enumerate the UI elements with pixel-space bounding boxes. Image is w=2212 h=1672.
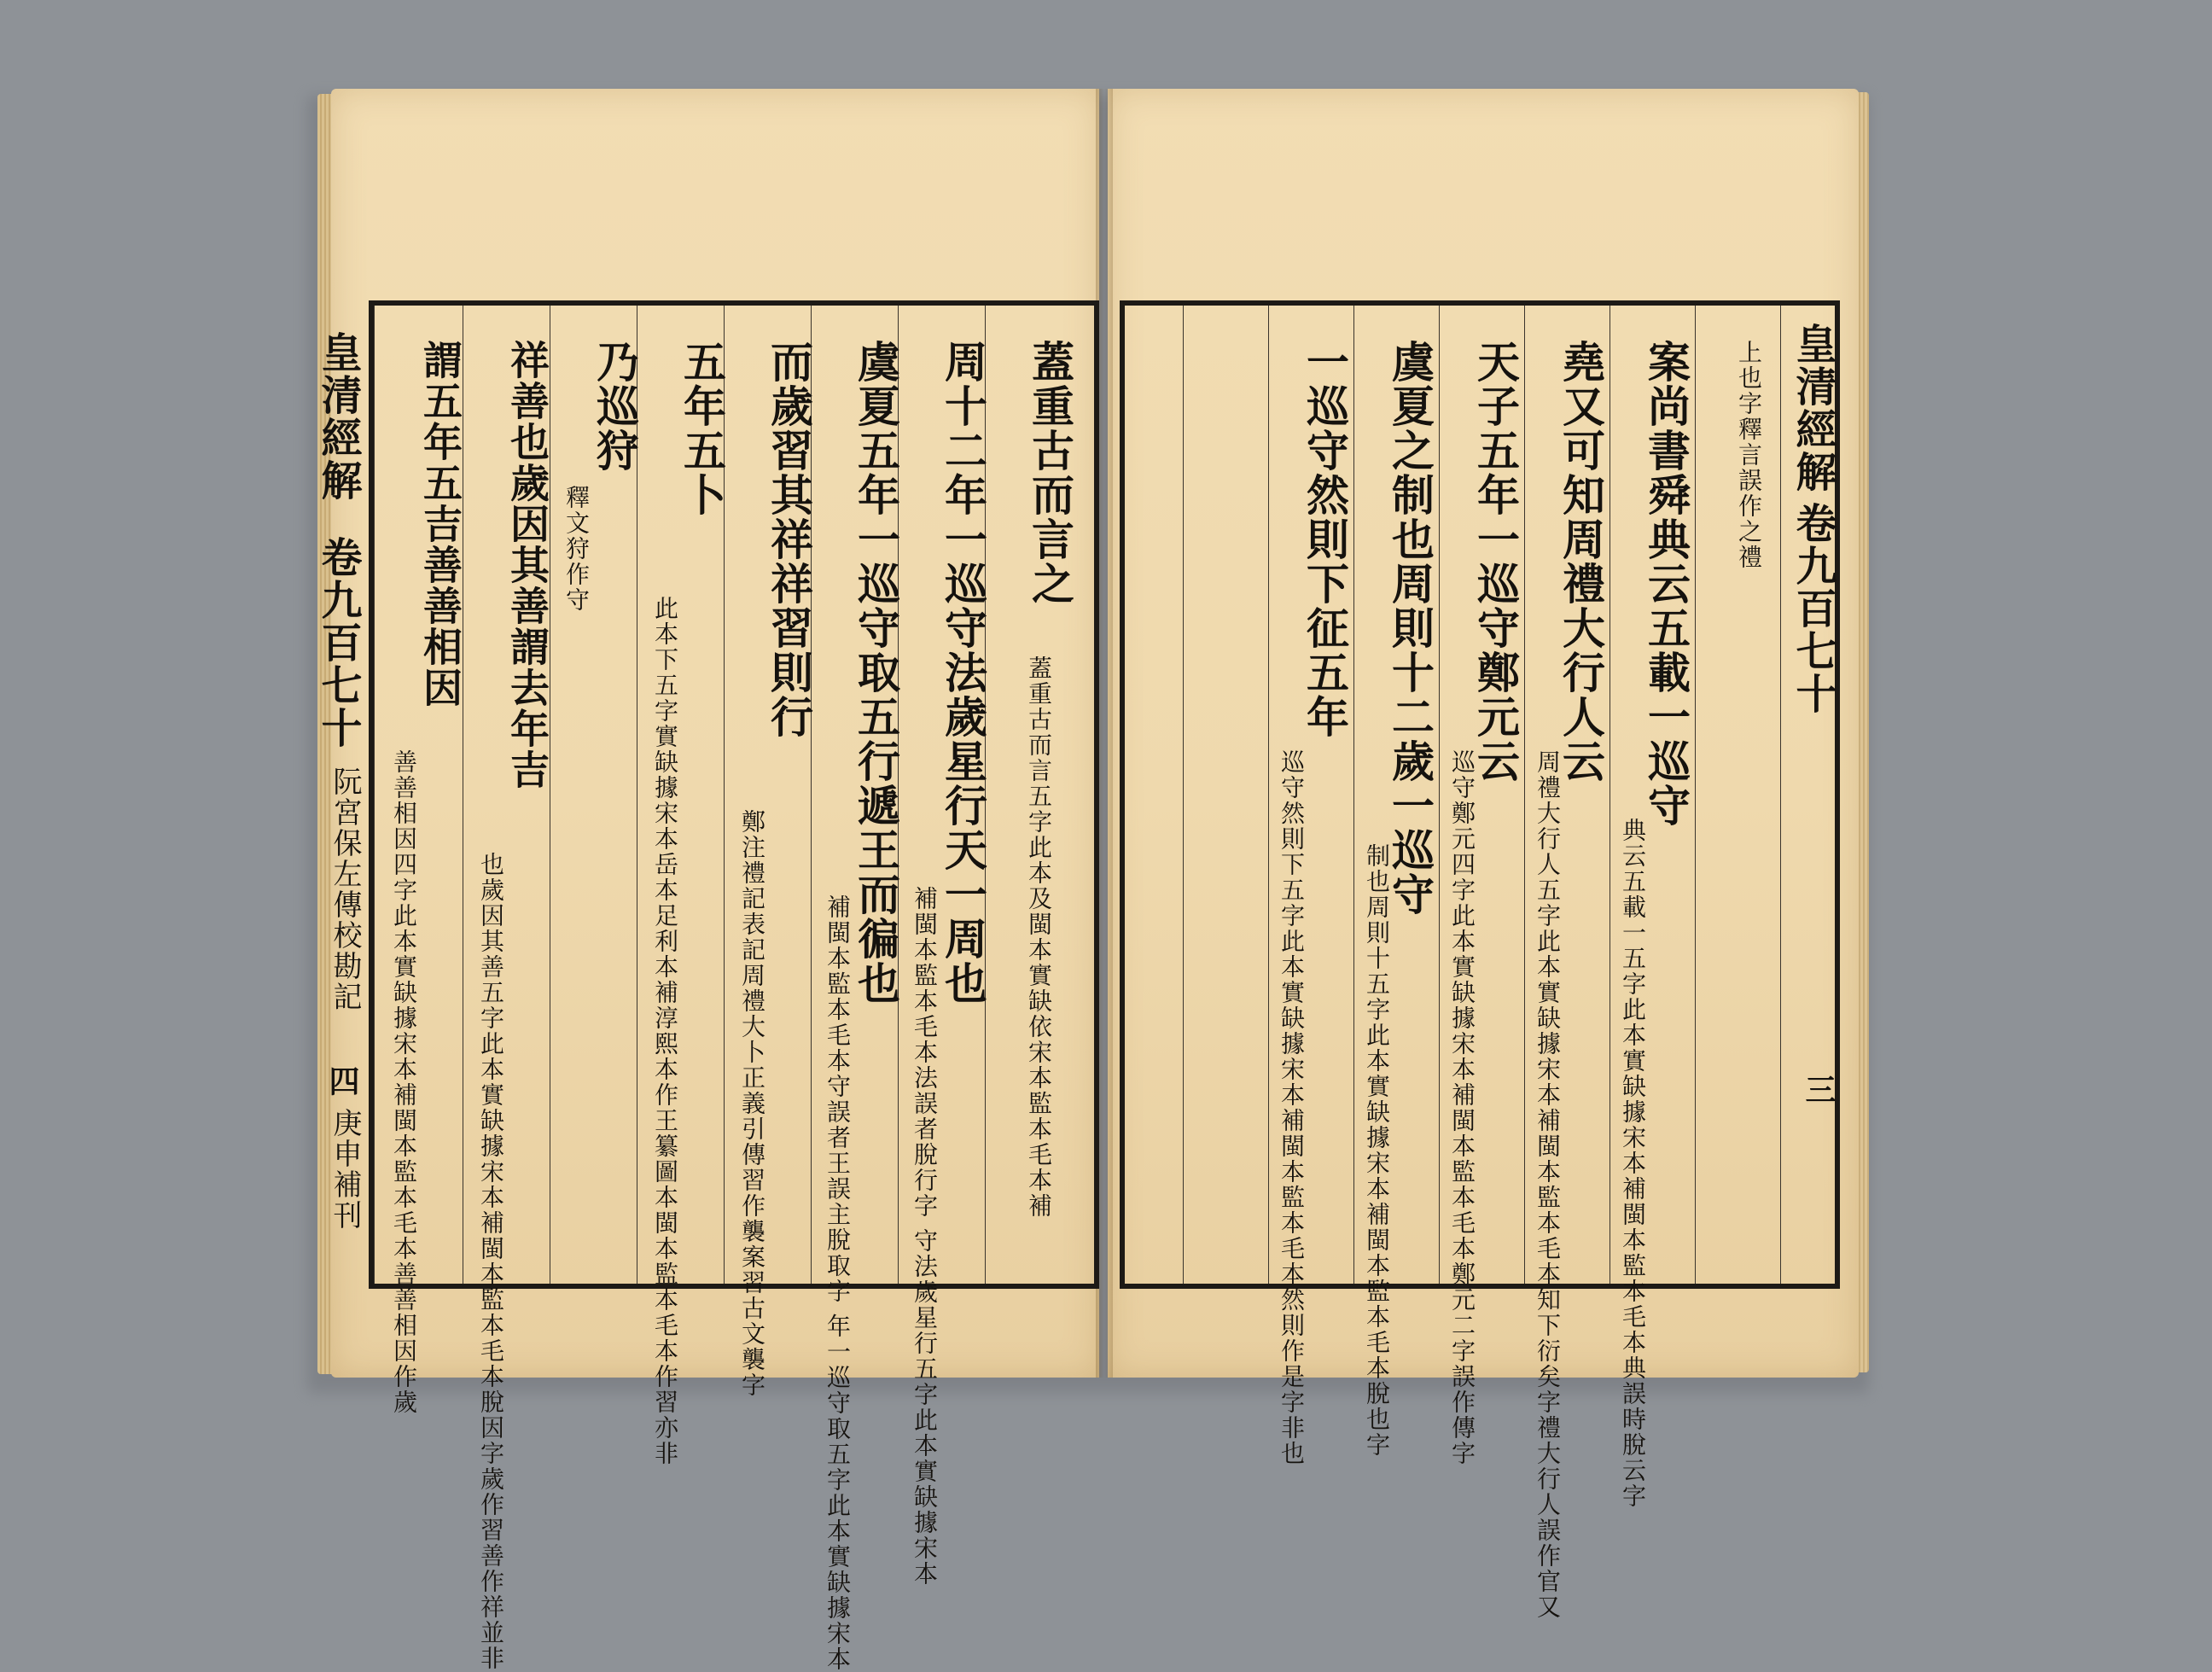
left-col-3-main: 而歲習其祥祥習則行 xyxy=(764,340,814,739)
left-col-6-main: 祥善也歲因其善謂去年吉 xyxy=(504,340,550,790)
left-publisher-note: 庚申補刊 xyxy=(328,1108,362,1231)
left-col-5-note: 釋文狩作守 xyxy=(562,485,591,613)
right-column-rule xyxy=(1183,306,1184,1284)
right-page-mark: 三 xyxy=(1801,1074,1837,1106)
left-page-mark: 四 xyxy=(324,1065,360,1098)
left-col-0-main: 蓋重古而言之 xyxy=(1025,340,1075,606)
left-text-frame xyxy=(314,300,1099,1672)
left-col-2-main: 虞夏五年一巡守取五行遞王而徧也 xyxy=(851,340,901,1005)
right-column-rule xyxy=(1524,306,1525,1284)
right-col-2-main: 堯又可知周禮大行人云 xyxy=(1556,340,1606,784)
right-col-1-main: 案尚書舜典云五載一巡守 xyxy=(1641,340,1691,828)
left-col-6-note: 也歲因其善五字此本實缺據宋本補閩本監本毛本脫因字歲作習善作祥並非 xyxy=(477,852,505,1671)
right-column-rule xyxy=(1439,306,1440,1284)
left-col-2-note: 補閩本監本毛本守誤者王誤主脫取字 年一巡守取五字此本實缺據宋本 xyxy=(824,894,852,1672)
left-col-5-main: 乃巡狩 xyxy=(590,340,640,473)
right-volume: 卷九百七十 xyxy=(1789,502,1837,715)
left-col-1-note: 補閩本監本毛本法誤者脫行字 守法歲星行五字此本實缺據宋本 xyxy=(911,886,939,1587)
left-col-0-note: 蓋重古而言五字此本及閩本實缺依宋本監本毛本補 xyxy=(1025,655,1053,1219)
right-book-title: 皇清經解 xyxy=(1789,323,1837,493)
right-col-5-note: 巡守然則下五字此本實缺據宋本補閩本監本毛本然則作是字非也 xyxy=(1278,749,1306,1466)
right-col-4-note: 制也周則十五字此本實缺據宋本補閩本監本毛本脫也字 xyxy=(1363,843,1391,1458)
right-col-1-note: 典云五載一五字此本實缺據宋本補閩本監本毛本典誤時脫云字 xyxy=(1619,818,1647,1509)
left-volume: 卷九百七十 xyxy=(314,536,362,749)
left-col-7-note: 善善相因四字此本實缺據宋本補閩本監本毛本善善相因作歲 xyxy=(390,749,418,1415)
right-column-rule xyxy=(1780,306,1781,1284)
right-col-3-main: 天子五年一巡守鄭元云 xyxy=(1470,340,1521,784)
right-col-3-note: 巡守鄭元四字此本實缺據宋本補閩本監本毛本鄭元二字誤作傳字 xyxy=(1448,749,1476,1466)
right-col-0-note: 上也字釋言誤作之禮 xyxy=(1735,340,1763,570)
left-book-title: 皇清經解 xyxy=(314,331,362,502)
left-col-3-note: 鄭注禮記表記周禮大卜正義引傳習作襲案習古文襲字 xyxy=(738,809,766,1398)
right-col-2-note: 周禮大行人五字此本實缺據宋本補閩本監本毛本知下衍矣字禮大行人誤作官又 xyxy=(1534,749,1562,1620)
left-col-4-main: 五年五卜 xyxy=(677,340,727,517)
right-column-rule xyxy=(1268,306,1269,1284)
left-col-1-main: 周十二年一巡守法歲星行天一周也 xyxy=(938,340,988,1005)
left-editor: 阮宮保左傳校勘記 xyxy=(328,766,362,1012)
left-col-7-main: 謂五年五吉善善相因 xyxy=(417,340,463,708)
right-column-rule xyxy=(1353,306,1354,1284)
left-col-4-note: 此本下五字實缺據宋本岳本足利本補淳熙本作王纂圖本閩本監本毛本作習亦非 xyxy=(651,596,679,1466)
right-col-5-main: 一巡守然則下征五年 xyxy=(1300,340,1350,739)
left-column-rule xyxy=(374,306,375,1284)
right-col-4-main: 虞夏之制也周則十二歲一巡守 xyxy=(1385,340,1435,917)
right-column-rule xyxy=(1695,306,1696,1284)
right-text-frame xyxy=(1120,300,1840,1620)
